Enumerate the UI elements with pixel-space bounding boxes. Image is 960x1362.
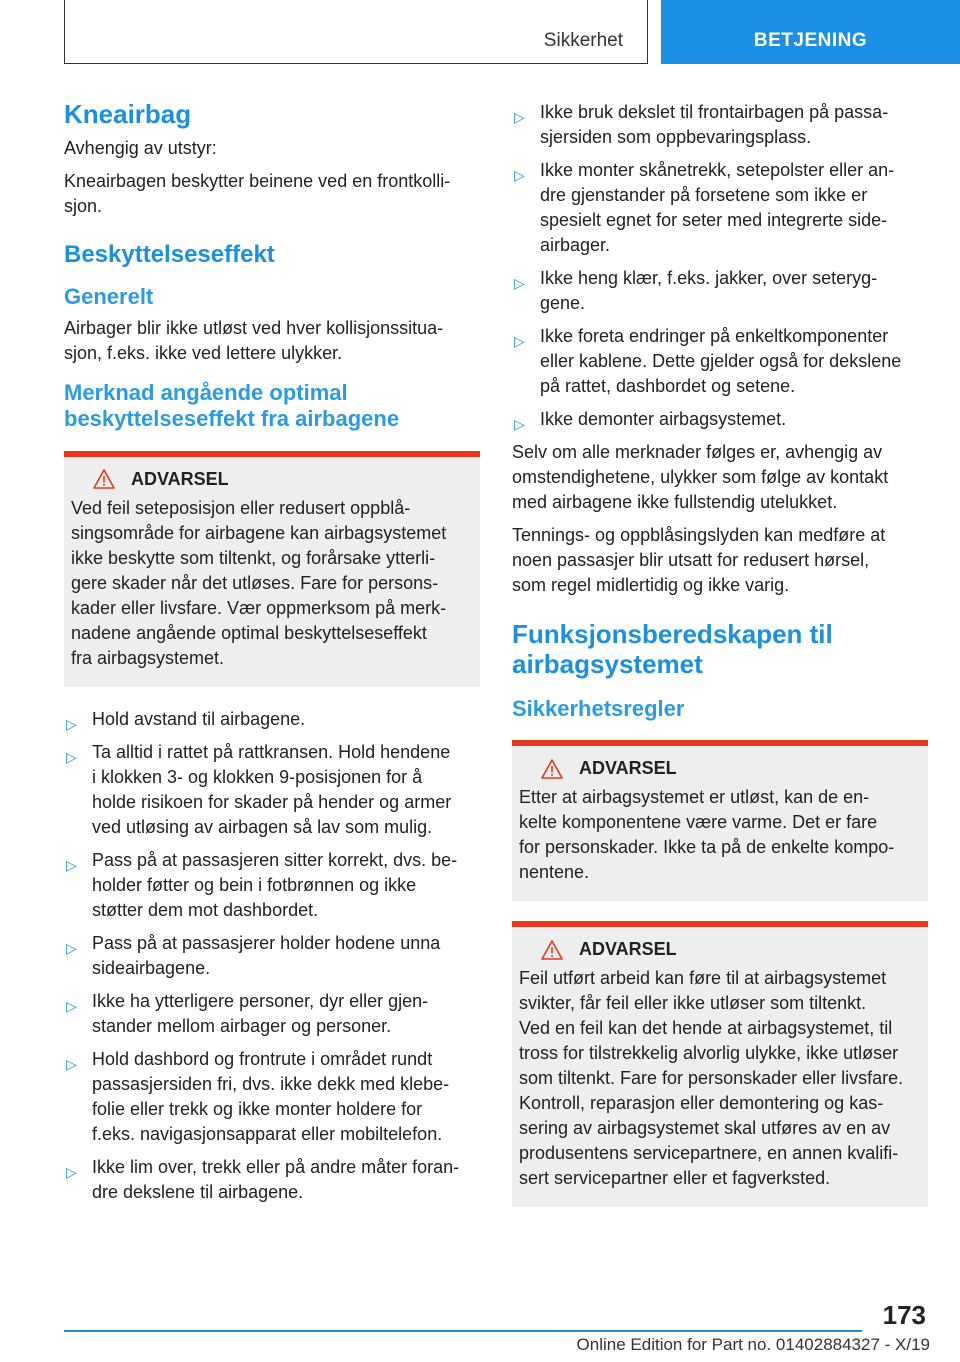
bullet-list [64,707,480,1205]
heading-generelt: Generelt [64,283,154,309]
list-item [512,158,928,258]
bullet-list [512,100,928,432]
list-item [512,266,928,316]
text-kneairbag: Kneairbagen beskytter beinene ved en frontkolli- sjon. [64,170,451,216]
text-utstyr: Avhengig av utstyr: [64,137,217,158]
footer-divider [64,1330,862,1332]
warning-text: Feil utført arbeid kan føre til at airbagsystemet svikter, får feil eller ikke utløser som tiltenkt. Ved en feil kan det hende at airbagsystemet, til tross for tilstrekkelig alvorlig ulykke, ikke utløser som tiltenkt. Fare for personskader eller livsfare. Kontroll, reparasjon eller demontering og kas- sering av airbagsystemet skal utføres av en av produsentens servicepartnere, en annen kvalifi- sert servicepartner eller et fagverksted. [519,968,904,1189]
list-item-text: Pass på at passasjerer holder hodene unna sideairbagene. [92,932,441,978]
warning-box [64,451,480,687]
text-tennings: Tennings- og oppblåsingslyden kan medføre at noen passasjer blir utsatt for redusert hørsel, som regel midlertidig og ikke varig. [512,525,886,595]
list-item-text: Ikke monter skånetrekk, setepolster eller an- dre gjenstander på forsetene som ikke er spesielt egnet for seter med integrerte side- airbager. [540,160,895,255]
list-item-text: Ikke ha ytterligere personer, dyr eller gjen- stander mellom airbager og personer. [92,990,429,1036]
list-item-text: Pass på at passasjeren sitter korrekt, dvs. be- holder føtter og bein i fotbrønnen og ikke støtter dem mot dashbordet. [92,849,458,920]
header-chapter-label: BETJENING [753,30,868,51]
warning-label: ADVARSEL [579,758,677,779]
list-item-text: Ikke foreta endringer på enkeltkomponenter eller kablene. Dette gjelder også for dekslene på rattet, dashbordet og setene. [540,326,902,396]
list-item [512,324,928,399]
warning-triangle-icon [541,940,563,960]
heading-merknad: Merknad angående optimal beskyttelseseffekt fra airbagene [64,380,400,432]
triangle-right-icon: ▷ [66,939,77,956]
list-item [64,1047,480,1147]
list-item-text: Hold avstand til airbagene. [92,708,306,729]
list-item [64,931,480,981]
warning-label: ADVARSEL [131,468,229,489]
warning-triangle-icon [541,759,563,779]
heading-kneairbag: Kneairbag [64,99,192,129]
header-chapter-tab [661,0,960,64]
left-column [64,100,480,1213]
list-item-text: Ikke heng klær, f.eks. jakker, over seteryg- gene. [540,268,878,313]
list-item-text: Hold dashbord og frontrute i området rundt passasjersiden fri, dvs. ikke dekk med klebe- folie eller trekk og ikke monter holdere for f.eks. navigasjonsapparat eller mobiltelefon. [92,1048,450,1144]
list-item [64,740,480,840]
triangle-right-icon: ▷ [514,167,525,183]
triangle-right-icon: ▷ [66,715,77,732]
text-generelt: Airbager blir ikke utløst ved hver kollisjonssitua- sjon, f.eks. ikke ved lettere ulykker. [64,318,444,364]
warning-box [512,740,928,901]
triangle-right-icon: ▷ [66,1163,77,1180]
header-section-title: Sikkerhet [543,30,623,51]
list-item [64,848,480,923]
heading-funksjonsberedskap: Funksjonsberedskapen til airbagsystemet [512,619,833,679]
heading-sikkerhetsregler: Sikkerhetsregler [512,695,685,721]
list-item [64,989,480,1039]
warning-label: ADVARSEL [579,939,677,960]
list-item [512,100,928,150]
page-number: 173 [882,1300,926,1330]
footer-edition: Online Edition for Part no. 01402884327 - X/19 [576,1335,930,1354]
triangle-right-icon: ▷ [66,997,77,1014]
triangle-right-icon: ▷ [514,416,525,432]
triangle-right-icon: ▷ [514,109,525,125]
triangle-right-icon: ▷ [66,856,77,873]
triangle-right-icon: ▷ [66,748,77,765]
heading-beskyttelseseffekt: Beskyttelseseffekt [64,240,275,268]
header-section-box [64,0,648,64]
warning-triangle-icon [93,469,115,489]
warning-text: Ved feil seteposisjon eller redusert oppblå- singsområde for airbagene kan airbagsystemet ikke beskytte som tiltenkt, og forårsake ytterli- gere skader når det utløses. Fare for persons- kader eller livsfare. Vær oppmerksom på merk- nadene angående optimal beskyttelseseffekt fra airbagsystemet. [71,497,447,668]
warning-box [512,921,928,1207]
list-item-text: Ikke demonter airbagsystemet. [540,409,787,429]
list-item-text: Ikke lim over, trekk eller på andre måter foran- dre dekslene til airbagene. [92,1156,460,1202]
triangle-right-icon: ▷ [66,1055,77,1072]
text-selv-om: Selv om alle merknader følges er, avhengig av omstendighetene, ulykker som følge av kontakt med airbagene ikke fullstendig utelukket. [512,442,889,512]
list-item [512,407,928,432]
list-item-text: Ikke bruk dekslet til frontairbagen på passa- sjersiden som oppbevaringsplass. [540,102,889,147]
right-column [512,100,928,1227]
list-item-text: Ta alltid i rattet på rattkransen. Hold hendene i klokken 3- og klokken 9-posisjonen for å holde risikoen for skader på hender og armer ved utløsing av airbagen så lav som mulig. [92,741,452,837]
triangle-right-icon: ▷ [514,275,525,291]
warning-text: Etter at airbagsystemet er utløst, kan de en- kelte komponentene være varme. Det er fare for personskader. Ikke ta på de enkelte kompo- nentene. [519,787,895,883]
list-item [64,1155,480,1205]
triangle-right-icon: ▷ [514,333,525,349]
list-item [64,707,480,732]
